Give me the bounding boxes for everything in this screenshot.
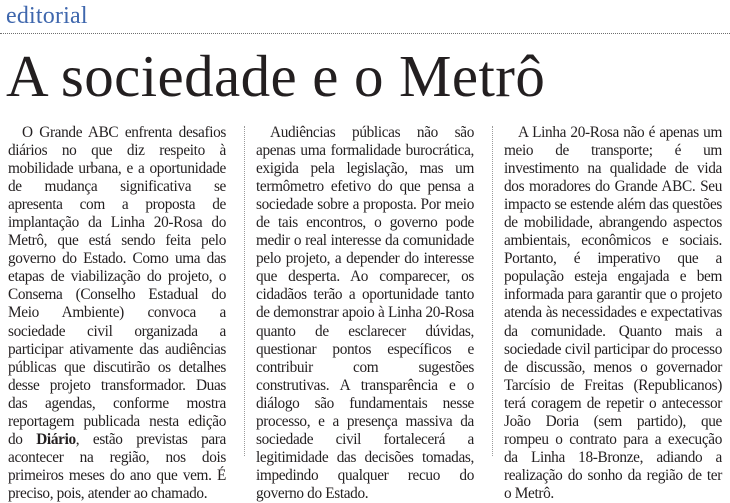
paragraph xyxy=(8,124,226,503)
section-label: editorial xyxy=(6,3,88,29)
paragraph-text: , estão previstas para acontecer na região, nos dois primeiros meses do ano que vem. É preciso, pois, atender ao chamado. xyxy=(8,430,226,502)
paragraph: Audiências públicas não são apenas uma formalidade burocrática, exigida pela legislação, mas um termômetro efetivo do que pensa a sociedade sobre a proposta. Por meio de tais encontros, o governo pode medir o real interesse da comunidade pelo projeto, a depender do interesse que desperta. Ao comparecer, os cidadãos terão a oportunidade tanto de demonstrar apoio à Linha 20-Rosa quanto de esclarecer dúvidas, questionar pontos específicos e contribuir com sugestões construtivas. A transparência e o diálogo são fundamentais nesse processo, e a presença massiva da sociedade civil fortalecerá a legitimidade das decisões tomadas, impedindo qualquer recuo do governo do Estado. xyxy=(256,124,474,502)
paragraph: A Linha 20-Rosa não é apenas um meio de transporte; é um investimento na qualidade de vida dos moradores do Grande ABC. Seu impacto se estende além das questões de mobilidade, abrangendo aspectos ambientais, econômicos e sociais. Portanto, é imperativo que a população esteja engajada e bem informada para garantir que o projeto atenda às necessidades e expectativas da comunidade. Quanto mais a sociedade civil participar do processo de discussão, menos o governador Tarcísio de Freitas (Republicanos) terá coragem de repetir o antecessor João Doria (sem partido), que rompeu o contrato para a execução da Linha 18-Bronze, adiando a realização do sonho da região de ter o Metrô. xyxy=(504,124,722,502)
column-divider xyxy=(492,126,493,456)
article-column-1 xyxy=(8,124,226,503)
newspaper-name: Diário xyxy=(36,430,76,448)
column-divider xyxy=(244,126,245,456)
article-column-2 xyxy=(256,124,474,503)
article-column-3 xyxy=(504,124,722,503)
paragraph-text: O Grande ABC enfrenta desafios diários no que diz respeito à mobilidade urbana, e a oportunidade de mudança significativa se apresenta com a proposta de implantação da Linha 20-Rosa do Metrô, que está sendo feita pelo governo do Estado. Como uma das etapas de viabilização do projeto, o Consema (Conselho Estadual do Meio Ambiente) convoca a sociedade civil organizada a participar ativamente das audiências públicas que discutirão os detalhes desse projeto transformador. Duas das agendas, conforme mostra reportagem publicada nesta edição do xyxy=(8,124,226,448)
section-divider xyxy=(0,33,730,34)
headline: A sociedade e o Metrô xyxy=(6,43,546,109)
